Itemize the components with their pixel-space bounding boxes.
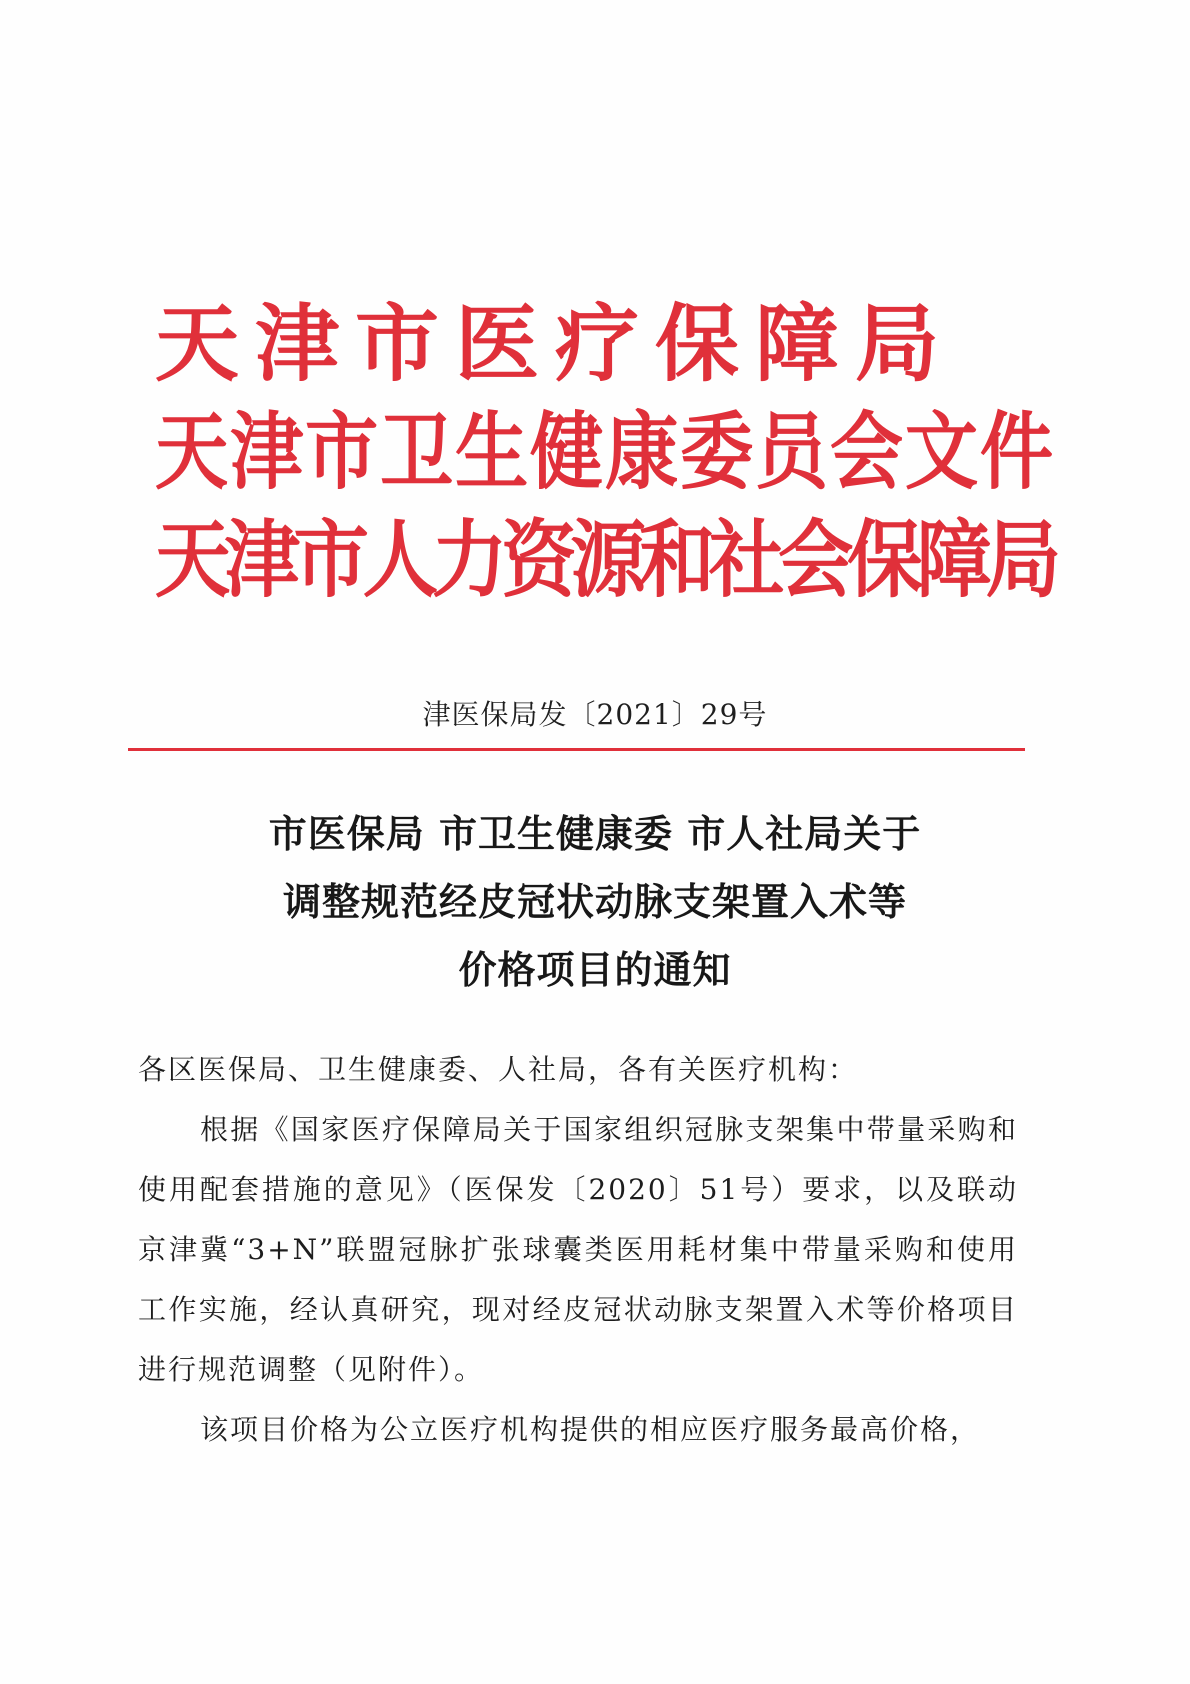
- body-paragraph-1: 根据《国家医疗保障局关于国家组织冠脉支架集中带量采购和使用配套措施的意见》（医保发〔2020〕51号）要求，以及联动京津冀“3+N”联盟冠脉扩张球囊类医用耗材集中带量采购和使用工作实施，经认真研究，现对经皮冠状动脉支架置入术等价格项目进行规范调整（见附件）。: [138, 1113, 1018, 1386]
- document-body: [138, 1040, 1018, 1460]
- issuer-line-human-resources: 天津市人力资源和社会保障局: [155, 510, 1055, 609]
- issuer-line-medical-security: 天津市医疗保障局: [155, 294, 956, 393]
- title-line-2: 调整规范经皮冠状动脉支架置入术等: [282, 879, 907, 924]
- salutation: 各区医保局、卫生健康委、人社局，各有关医疗机构：: [138, 1053, 859, 1086]
- title-line-1: 市医保局 市卫生健康委 市人社局关于: [268, 811, 922, 856]
- issuer-line-health-commission: 天津市卫生健康委员会文件: [155, 402, 1055, 501]
- issuer-header: [155, 290, 1055, 614]
- document-number: 津医保局发〔2021〕29号: [422, 698, 768, 731]
- red-divider: [128, 748, 1025, 751]
- title-line-3: 价格项目的通知: [458, 947, 732, 992]
- document-title: [0, 800, 1190, 1004]
- body-paragraph-2: 该项目价格为公立医疗机构提供的相应医疗服务最高价格，: [200, 1413, 981, 1446]
